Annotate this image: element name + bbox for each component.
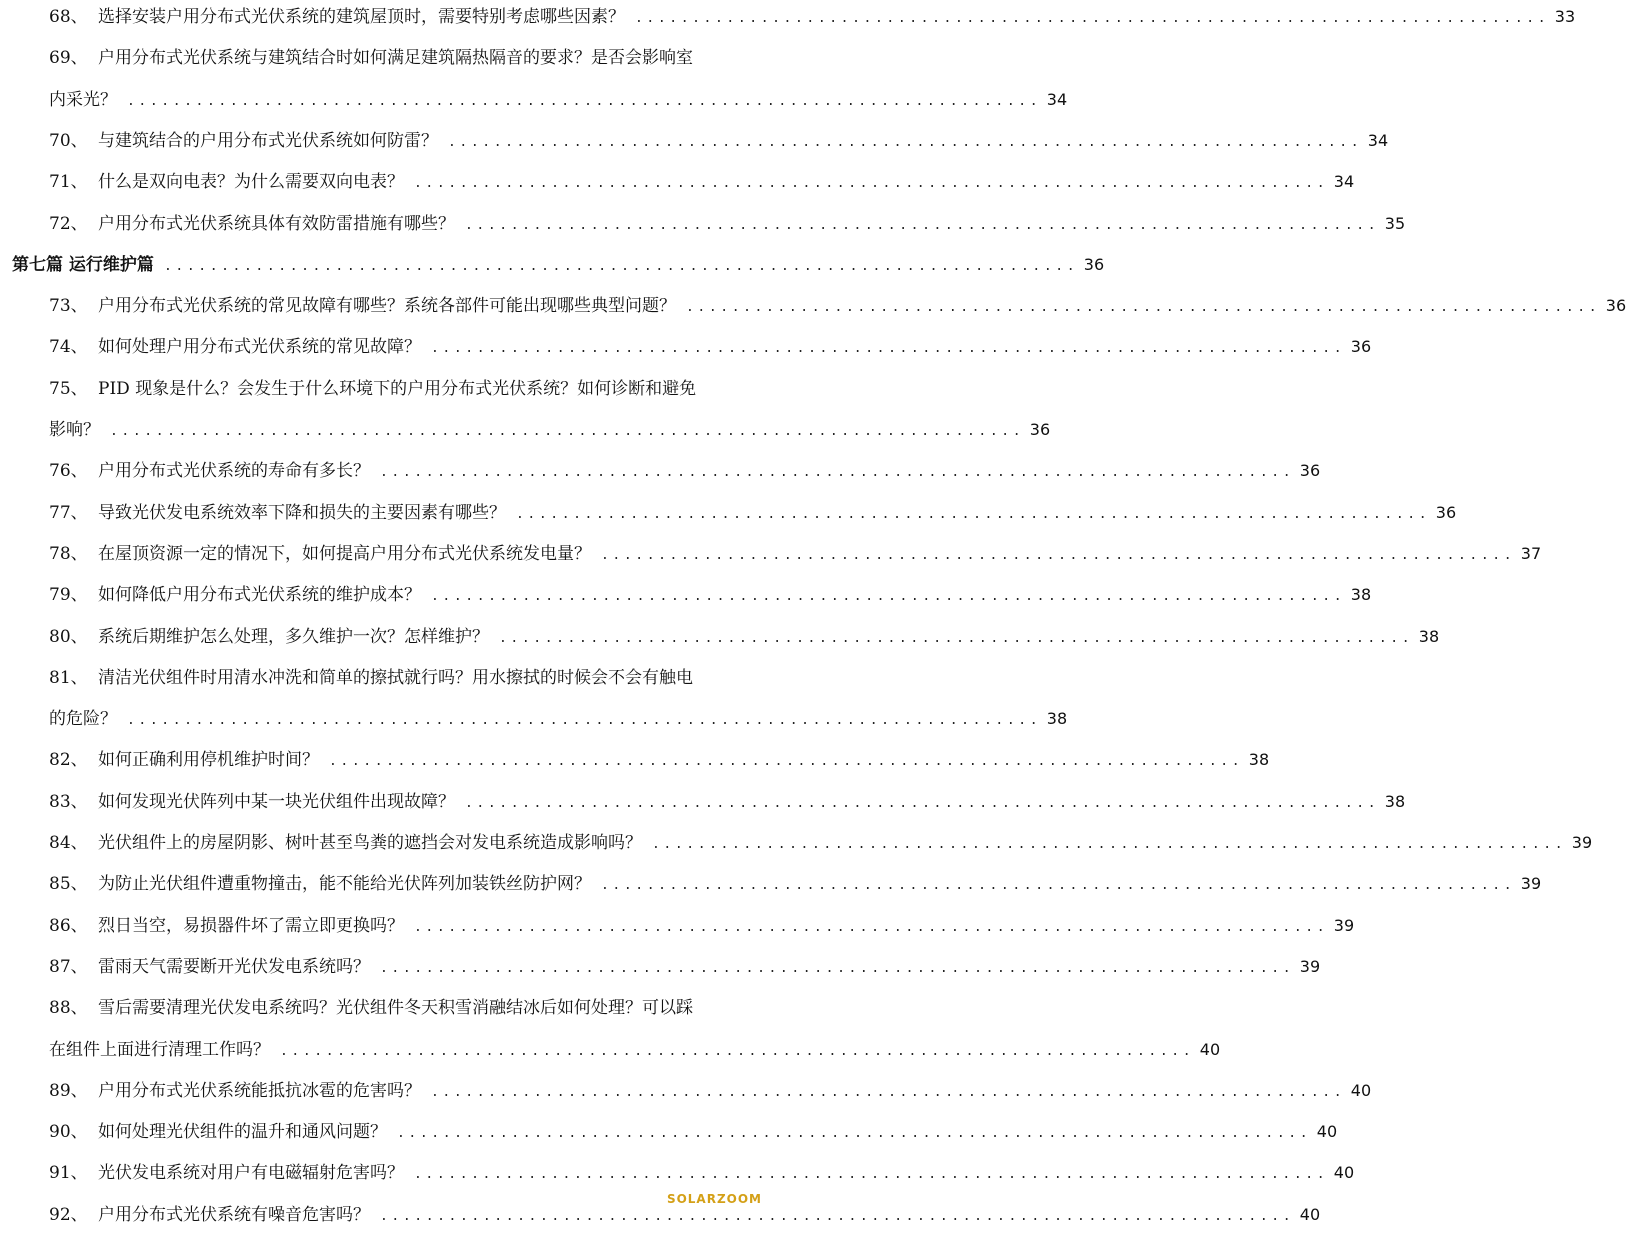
toc-entry-number: 75、	[49, 379, 88, 399]
toc-page-number: 39	[1333, 916, 1355, 935]
toc-entry-number: 70、	[49, 131, 88, 151]
dot-leader: ................................................................................	[380, 465, 1295, 480]
toc-leader-group	[325, 750, 1270, 772]
toc-entry-line	[0, 1163, 1355, 1183]
toc-leader-group	[376, 1205, 1321, 1227]
toc-entry-title: 如何正确利用停机维护时间？	[98, 750, 319, 770]
chapter-title: 第七篇 运行维护篇	[12, 255, 154, 275]
dot-leader: ................................................................................	[127, 713, 1042, 728]
toc-entry-title: 清洁光伏组件时用清水冲洗和简单的擦拭就行吗？用水擦拭的时候会不会有触电	[98, 668, 693, 688]
dot-leader: ................................................................................	[329, 754, 1244, 769]
dot-leader: ................................................................................	[414, 1167, 1329, 1182]
toc-entry-title: 选择安装户用分布式光伏系统的建筑屋顶时，需要特别考虑哪些因素？	[98, 7, 625, 27]
toc-leader-group	[160, 255, 1105, 277]
toc-entry-title: 为防止光伏组件遭重物撞击，能不能给光伏阵列加装铁丝防护网？	[98, 874, 591, 894]
toc-page-number: 40	[1199, 1040, 1221, 1059]
dot-leader: ................................................................................	[499, 631, 1414, 646]
toc-page-number: 36	[1083, 255, 1105, 274]
toc-page-number: 38	[1418, 627, 1440, 646]
dot-leader: ................................................................................	[601, 878, 1516, 893]
toc-page-number: 36	[1299, 461, 1321, 480]
toc-entry-title: 雪后需要清理光伏发电系统吗？光伏组件冬天积雪消融结冰后如何处理？可以踩	[98, 998, 693, 1018]
toc-leader-group	[427, 1081, 1372, 1103]
dot-leader: ................................................................................	[397, 1126, 1312, 1141]
dot-leader: ................................................................................	[414, 176, 1329, 191]
toc-entry-title: 如何处理户用分布式光伏系统的常见故障？	[98, 337, 421, 357]
toc-entry-line	[0, 833, 1593, 853]
dot-leader: ................................................................................	[110, 424, 1025, 439]
toc-entry-number: 78、	[49, 544, 88, 564]
toc-entry-title: 户用分布式光伏系统的常见故障有哪些？系统各部件可能出现哪些典型问题？	[98, 296, 676, 316]
toc-page-number: 39	[1299, 957, 1321, 976]
toc-entry-number: 79、	[49, 585, 88, 605]
toc-entry-number: 77、	[49, 503, 88, 523]
toc-entry-title: 户用分布式光伏系统的寿命有多长？	[98, 461, 370, 481]
toc-leader-group	[376, 461, 1321, 483]
toc-entry-number: 73、	[49, 296, 88, 316]
toc-entry-title: 与建筑结合的户用分布式光伏系统如何防雷？	[98, 131, 438, 151]
toc-entry-number: 89、	[49, 1081, 88, 1101]
dot-leader: ................................................................................	[686, 300, 1601, 315]
toc-entry-line	[0, 7, 1576, 27]
dot-leader: ................................................................................	[516, 507, 1431, 522]
toc-entry-line	[0, 1122, 1338, 1142]
toc-entry-line	[0, 172, 1355, 192]
toc-entry-title: 导致光伏发电系统效率下降和损失的主要因素有哪些？	[98, 503, 506, 523]
toc-entry-line	[0, 255, 1105, 275]
toc-leader-group	[427, 337, 1372, 359]
dot-leader: ................................................................................	[431, 341, 1346, 356]
toc-entry-line	[0, 627, 1440, 647]
dot-leader: ................................................................................	[431, 1085, 1346, 1100]
toc-entry-number: 68、	[49, 7, 88, 27]
toc-page-number: 38	[1248, 750, 1270, 769]
toc-entry-title: 户用分布式光伏系统有噪音危害吗？	[98, 1205, 370, 1225]
toc-leader-group	[512, 503, 1457, 525]
toc-leader-group	[597, 874, 1542, 896]
dot-leader: ................................................................................	[652, 837, 1567, 852]
toc-page-number: 38	[1046, 709, 1068, 728]
dot-leader: ................................................................................	[601, 548, 1516, 563]
toc-page-number: 34	[1046, 90, 1068, 109]
dot-leader: ................................................................................	[448, 135, 1363, 150]
toc-page-number: 38	[1384, 792, 1406, 811]
toc-leader-group	[495, 627, 1440, 649]
dot-leader: ................................................................................	[431, 589, 1346, 604]
toc-entry-title: 影响？	[49, 420, 100, 440]
toc-leader-group	[461, 214, 1406, 236]
toc-entry-title: 如何降低户用分布式光伏系统的维护成本？	[98, 585, 421, 605]
toc-page-number: 40	[1333, 1163, 1355, 1182]
toc-entry-line	[0, 1205, 1321, 1225]
dot-leader: ................................................................................	[280, 1044, 1195, 1059]
toc-leader-group	[410, 1163, 1355, 1185]
toc-entry-line	[0, 379, 782, 399]
toc-entry-number: 69、	[49, 48, 88, 68]
toc-leader-group	[276, 1040, 1221, 1062]
toc-entry-number: 81、	[49, 668, 88, 688]
toc-leader-group	[123, 90, 1068, 112]
toc-entry-title: 户用分布式光伏系统能抵抗冰雹的危害吗？	[98, 1081, 421, 1101]
toc-entry-title: 户用分布式光伏系统具体有效防雷措施有哪些？	[98, 214, 455, 234]
toc-entry-number: 76、	[49, 461, 88, 481]
toc-entry-line	[0, 214, 1406, 234]
toc-entry-line	[0, 503, 1457, 523]
toc-entry-title: 如何处理光伏组件的温升和通风问题？	[98, 1122, 387, 1142]
toc-entry-number: 71、	[49, 172, 88, 192]
toc-entry-line	[0, 709, 1068, 729]
toc-entry-number: 91、	[49, 1163, 88, 1183]
toc-entry-line	[0, 337, 1372, 357]
toc-page-number: 37	[1520, 544, 1542, 563]
toc-leader-group	[410, 916, 1355, 938]
toc-page-number: 40	[1299, 1205, 1321, 1224]
toc-page-number: 40	[1350, 1081, 1372, 1100]
toc-entry-number: 92、	[49, 1205, 88, 1225]
toc-leader-group	[123, 709, 1068, 731]
toc-entry-title: 内采光？	[49, 90, 117, 110]
toc-leader-group	[444, 131, 1389, 153]
toc-entry-line	[0, 420, 1051, 440]
toc-leader-group	[393, 1122, 1338, 1144]
toc-leader-group	[410, 172, 1355, 194]
toc-leader-group	[427, 585, 1372, 607]
toc-entry-line	[0, 1040, 1221, 1060]
toc-entry-line	[0, 1081, 1372, 1101]
toc-entry-line	[0, 916, 1355, 936]
toc-entry-number: 74、	[49, 337, 88, 357]
toc-entry-line	[0, 874, 1542, 894]
toc-page-number: 36	[1605, 296, 1626, 315]
toc-entry-number: 84、	[49, 833, 88, 853]
toc-leader-group	[682, 296, 1626, 318]
dot-leader: ................................................................................	[635, 11, 1550, 26]
dot-leader: ................................................................................	[164, 259, 1079, 274]
dot-leader: ................................................................................	[465, 796, 1380, 811]
toc-entry-line	[0, 461, 1321, 481]
toc-entry-line	[0, 544, 1542, 564]
watermark-logo: SOLARZOOM	[666, 1192, 762, 1206]
dot-leader: ................................................................................	[414, 920, 1329, 935]
toc-entry-title: 什么是双向电表？为什么需要双向电表？	[98, 172, 404, 192]
toc-entry-line	[0, 48, 782, 68]
toc-leader-group	[461, 792, 1406, 814]
toc-entry-line	[0, 957, 1321, 977]
dot-leader: ................................................................................	[127, 94, 1042, 109]
toc-entry-number: 90、	[49, 1122, 88, 1142]
toc-entry-line	[0, 750, 1270, 770]
toc-leader-group	[631, 7, 1576, 29]
toc-page-number: 38	[1350, 585, 1372, 604]
dot-leader: ................................................................................	[380, 961, 1295, 976]
dot-leader: ................................................................................	[380, 1209, 1295, 1224]
toc-page-number: 35	[1384, 214, 1406, 233]
toc-entry-number: 83、	[49, 792, 88, 812]
toc-entry-number: 82、	[49, 750, 88, 770]
toc-entry-line	[0, 668, 782, 688]
toc-entry-title: 如何发现光伏阵列中某一块光伏组件出现故障？	[98, 792, 455, 812]
toc-leader-group	[106, 420, 1051, 442]
toc-entry-title: 烈日当空，易损器件坏了需立即更换吗？	[98, 916, 404, 936]
toc-entry-title: 系统后期维护怎么处理，多久维护一次？怎样维护？	[98, 627, 489, 647]
toc-entry-line	[0, 296, 1626, 316]
toc-page-number: 36	[1350, 337, 1372, 356]
toc-leader-group	[597, 544, 1542, 566]
toc-entry-title: 的危险？	[49, 709, 117, 729]
toc-entry-number: 87、	[49, 957, 88, 977]
toc-entry-number: 86、	[49, 916, 88, 936]
toc-page-number: 34	[1367, 131, 1389, 150]
toc-page-number: 34	[1333, 172, 1355, 191]
toc-page-number: 39	[1520, 874, 1542, 893]
toc-leader-group	[376, 957, 1321, 979]
toc-page-number: 33	[1554, 7, 1576, 26]
toc-entry-title: 在组件上面进行清理工作吗？	[49, 1040, 270, 1060]
toc-entry-line	[0, 998, 782, 1018]
toc-entry-line	[0, 585, 1372, 605]
toc-entry-title: 雷雨天气需要断开光伏发电系统吗？	[98, 957, 370, 977]
toc-page-number: 40	[1316, 1122, 1338, 1141]
dot-leader: ................................................................................	[465, 218, 1380, 233]
toc-entry-line	[0, 131, 1389, 151]
toc-page-number: 36	[1435, 503, 1457, 522]
toc-entry-number: 80、	[49, 627, 88, 647]
toc-entry-line	[0, 792, 1406, 812]
toc-entry-title: 户用分布式光伏系统与建筑结合时如何满足建筑隔热隔音的要求？是否会影响室	[98, 48, 693, 68]
toc-entry-number: 85、	[49, 874, 88, 894]
toc-leader-group	[648, 833, 1593, 855]
toc-entry-title: PID 现象是什么？会发生于什么环境下的户用分布式光伏系统？如何诊断和避免	[98, 379, 697, 399]
toc-entry-number: 88、	[49, 998, 88, 1018]
toc-entry-title: 光伏组件上的房屋阴影、树叶甚至鸟粪的遮挡会对发电系统造成影响吗？	[98, 833, 642, 853]
toc-page-number: 39	[1571, 833, 1593, 852]
toc-entry-title: 在屋顶资源一定的情况下，如何提高户用分布式光伏系统发电量？	[98, 544, 591, 564]
toc-page-number: 36	[1029, 420, 1051, 439]
toc-entry-number: 72、	[49, 214, 88, 234]
toc-entry-title: 光伏发电系统对用户有电磁辐射危害吗？	[98, 1163, 404, 1183]
toc-entry-line	[0, 90, 1068, 110]
